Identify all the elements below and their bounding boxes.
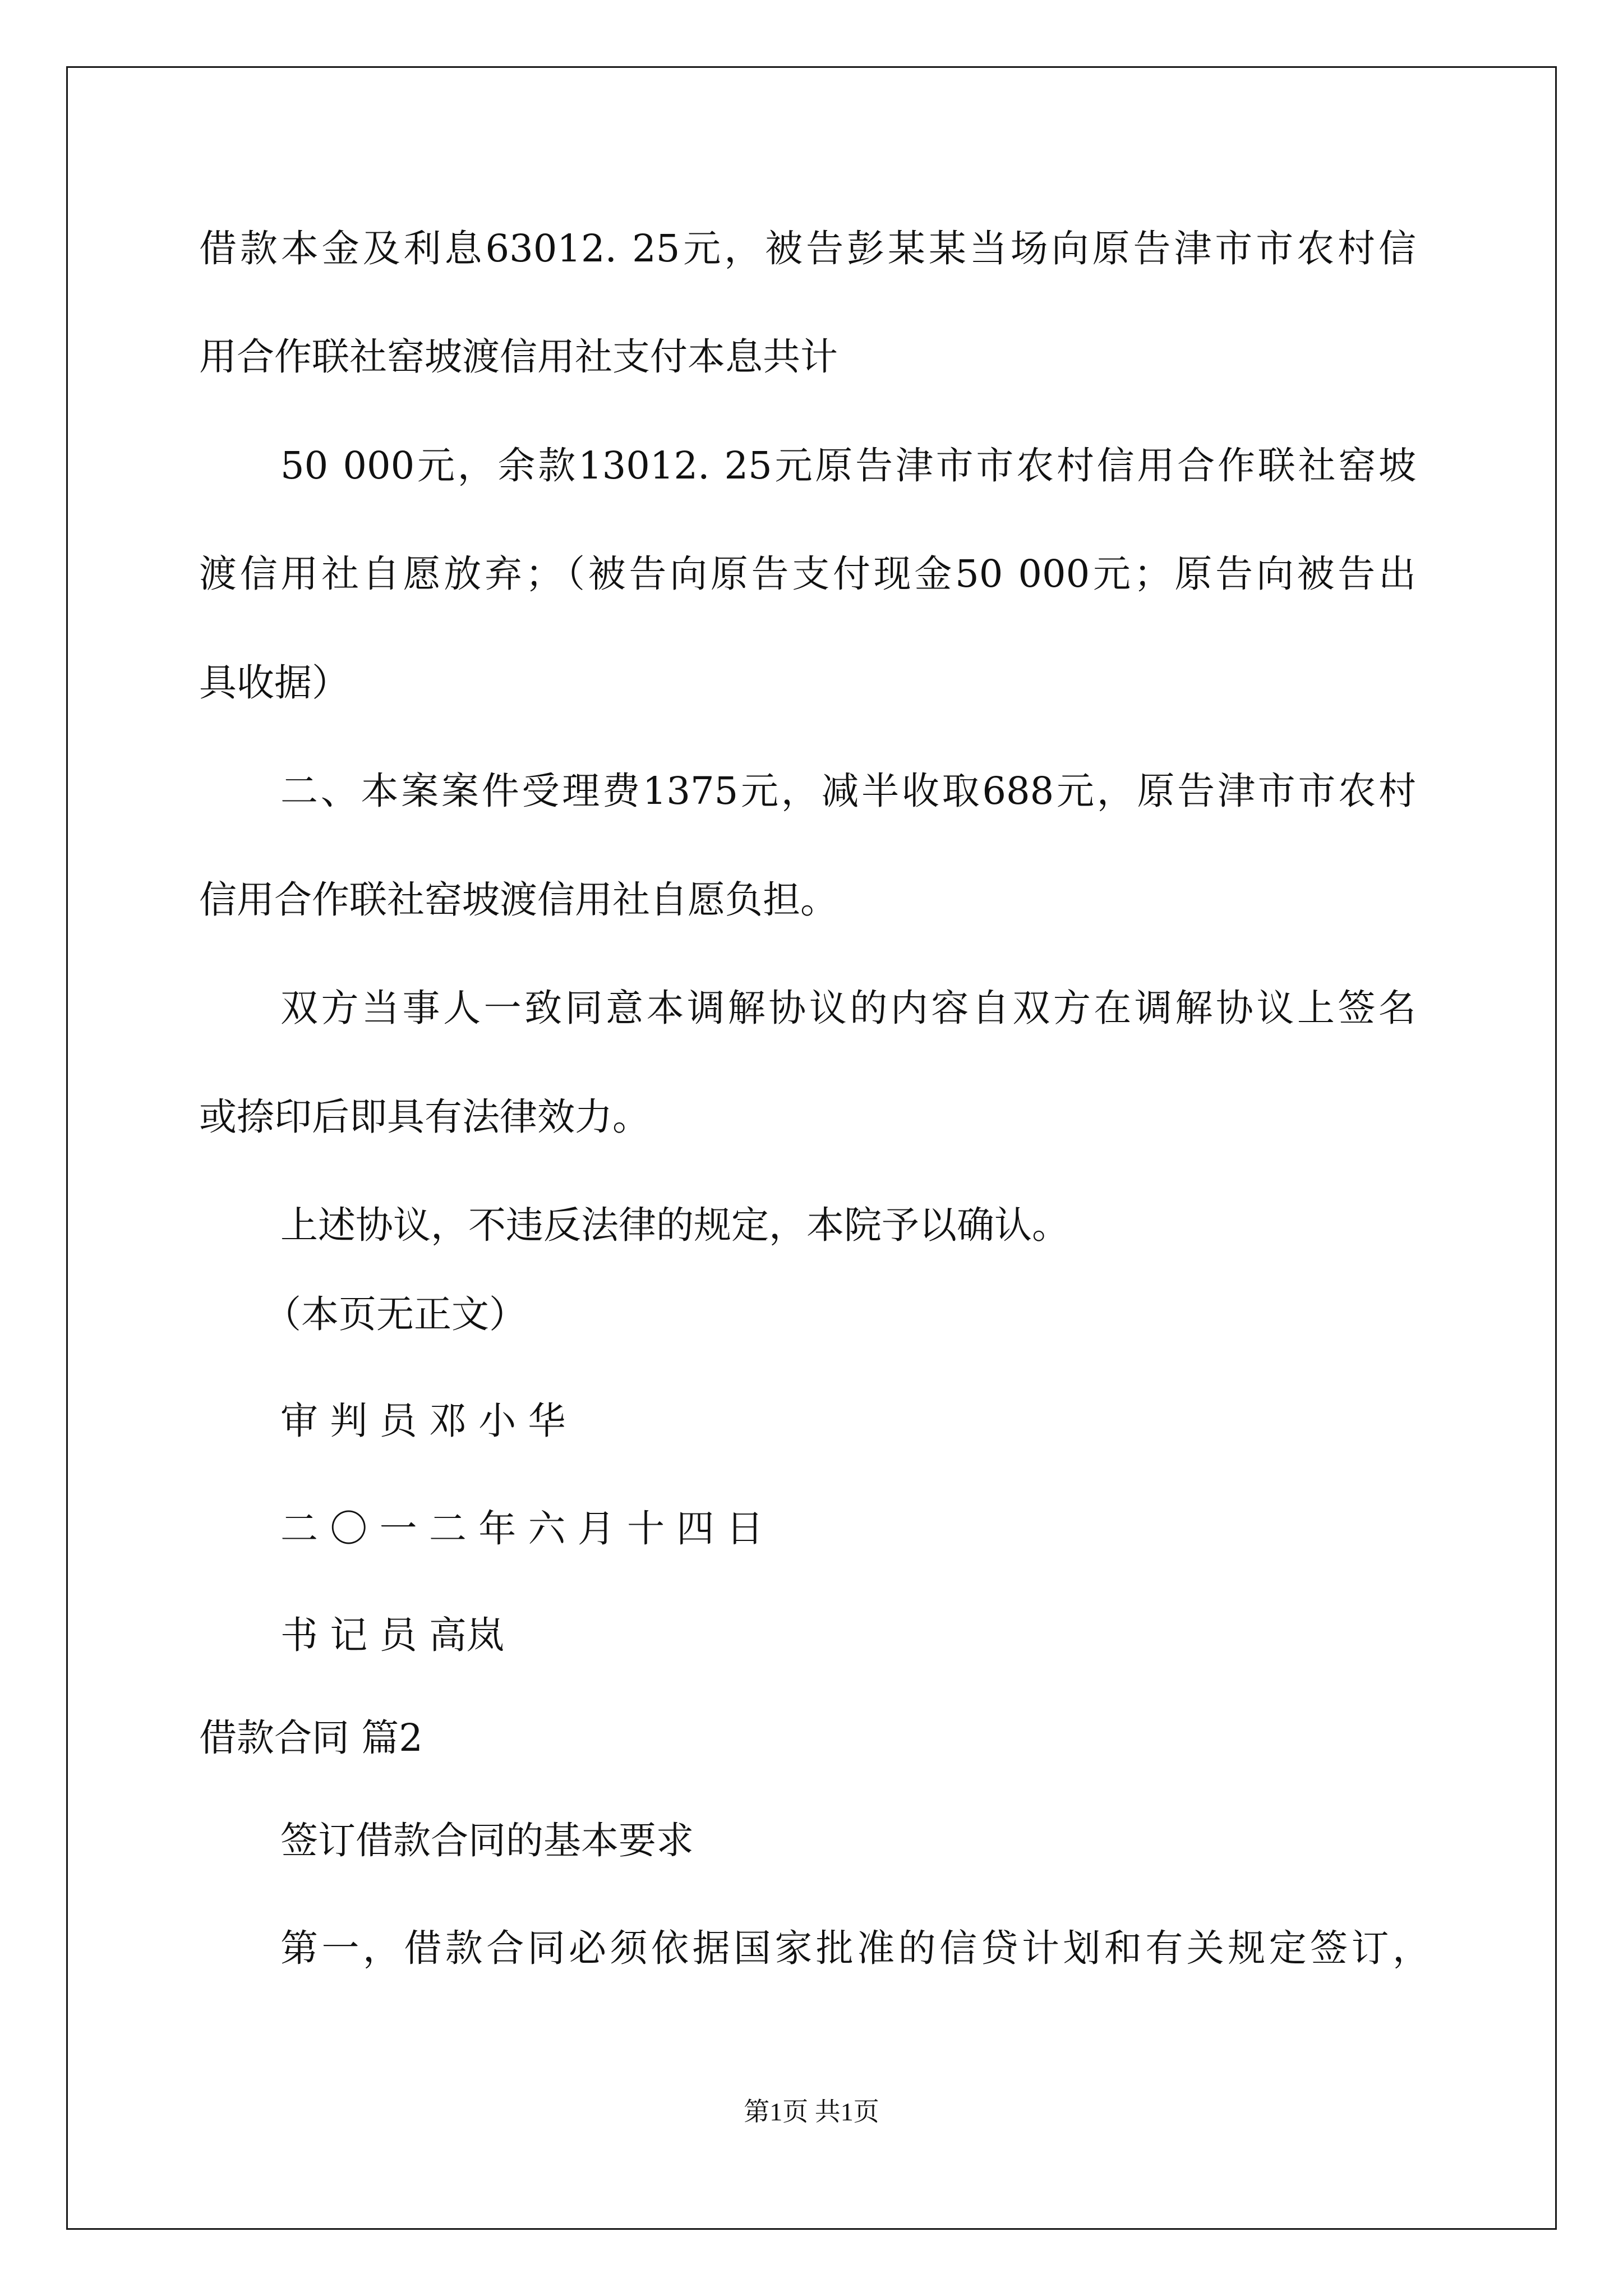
section-heading: 借款合同 篇2 [199,1716,423,1760]
text-line: （本页无正文） [264,1292,527,1336]
text-line: 信用合作联社窑坡渡信用社自愿负担。 [199,878,838,922]
text-line: 或捺印后即具有法律效力。 [199,1095,650,1139]
text-line: 用合作联社窑坡渡信用社支付本息共计 [199,335,838,379]
text-line: 借款本金及利息63012. 25元，被告彭某某当场向原告津市市农村信 [199,227,1416,270]
page-footer: 第1页 共1页 [744,2097,879,2126]
text-line: 二、本案案件受理费1375元，减半收取688元，原告津市市农村 [280,769,1416,813]
text-line: 签订借款合同的基本要求 [280,1819,694,1862]
text-line: 渡信用社自愿放弃；（被告向原告支付现金50 000元；原告向被告出 [199,552,1416,596]
signature-date: 二 〇 一 二 年 六 月 十 四 日 [280,1507,764,1550]
text-line: 双方当事人一致同意本调解协议的内容自双方在调解协议上签名 [280,986,1416,1030]
page-border [66,66,1557,2230]
signature-clerk: 书 记 员 高岚 [280,1613,504,1657]
text-line: 上述协议，不违反法律的规定，本院予以确认。 [280,1203,1069,1247]
text-line: 第一，借款合同必须依据国家批准的信贷计划和有关规定签订， [280,1926,1430,1970]
text-line: 具收据） [199,661,349,705]
signature-judge: 审 判 员 邓 小 华 [280,1399,566,1443]
text-line: 50 000元，余款13012. 25元原告津市市农村信用合作联社窑坡 [280,444,1416,487]
